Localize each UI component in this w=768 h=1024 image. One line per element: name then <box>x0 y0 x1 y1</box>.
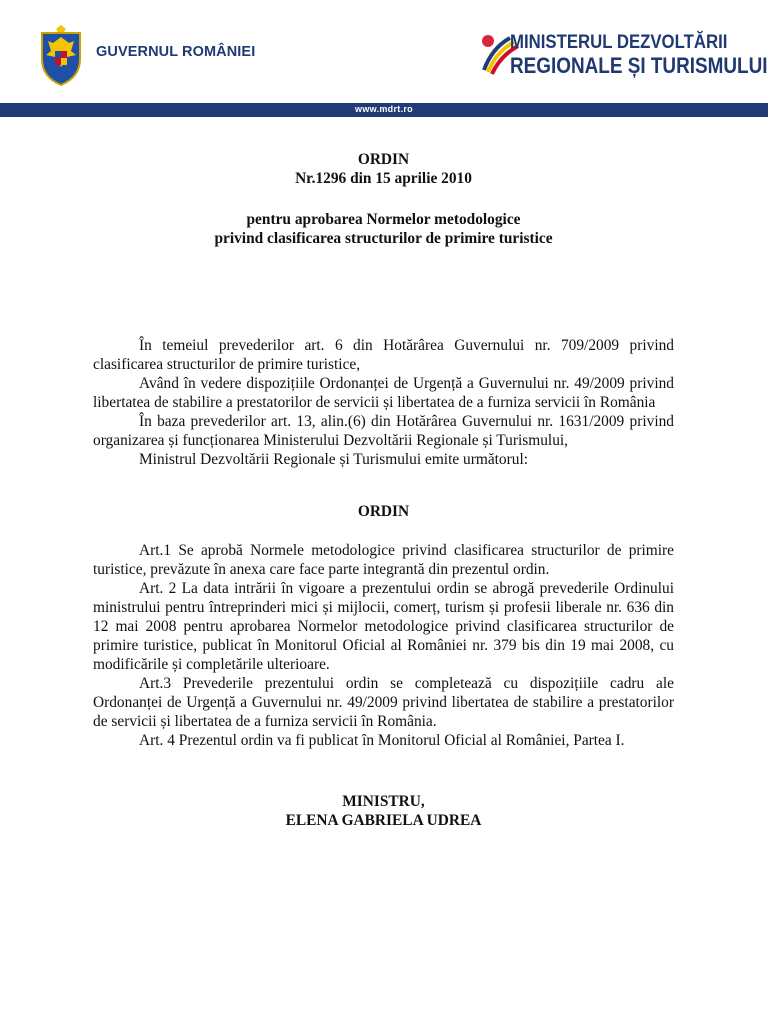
signature-block <box>93 792 674 830</box>
signature-title: MINISTRU, <box>342 793 425 810</box>
government-name: GUVERNUL ROMÂNIEI <box>96 44 256 60</box>
preamble <box>93 336 674 469</box>
signature-name: ELENA GABRIELA UDREA <box>285 812 482 829</box>
article-paragraph: Art. 4 Prezentul ordin va fi publicat în Monitorul Oficial al României, Partea I. <box>139 732 625 749</box>
romanian-coat-of-arms-icon <box>36 23 86 87</box>
ministry-name <box>510 31 768 77</box>
order-heading: ORDIN <box>357 503 410 520</box>
article-paragraph: Art.3 Prevederile prezentului ordin se completează cu dispozițiile cadru ale Ordonanței de Urgență a Guvernului nr. 49/2009 privind libertatea de stabilire a prestatorilor de servicii și libertatea de a furniza servicii în România. <box>93 675 674 730</box>
articles <box>93 541 674 750</box>
document-number: Nr.1296 din 15 aprilie 2010 <box>295 170 472 187</box>
ministry-name-line2: REGIONALE ȘI TURISMULUI <box>510 53 768 78</box>
document-body <box>93 150 674 830</box>
preamble-paragraph: În baza prevederilor art. 13, alin.(6) din Hotărârea Guvernului nr. 1631/2009 privind organizarea și funcționarea Ministerului Dezvoltării Regionale și Turismului, <box>93 413 674 449</box>
subject-line2: privind clasificarea structurilor de primire turistice <box>214 230 553 247</box>
website-url: www.mdrt.ro <box>355 104 413 114</box>
preamble-paragraph: Ministrul Dezvoltării Regionale și Turismului emite următorul: <box>139 451 529 468</box>
ministry-name-line1: MINISTERUL DEZVOLTĂRII <box>510 31 728 53</box>
document-subject <box>93 210 674 248</box>
article-paragraph: Art. 2 La data intrării în vigoare a prezentului ordin se abrogă prevederile Ordinului ministrului pentru întreprinderi mici și mijlocii, comerț, turism și profesii liberale nr. 636 din 12 mai 2008 pentru aprobarea Normelor metodologice privind clasificarea structurilor de primire turistice, publicat în Monitorul Oficial al României nr. 379 bis din 19 mai 2008, cu modificările și completările ulterioare. <box>93 580 674 673</box>
letterhead <box>0 0 768 118</box>
subject-line1: pentru aprobarea Normelor metodologice <box>246 211 521 228</box>
preamble-paragraph: În temeiul prevederilor art. 6 din Hotărârea Guvernului nr. 709/2009 privind clasificarea structurilor de primire turistice, <box>93 337 674 373</box>
article-paragraph: Art.1 Se aprobă Normele metodologice privind clasificarea structurilor de primire turistice, prevăzute în anexa care face parte integrantă din prezentul ordin. <box>93 542 674 578</box>
document-title: ORDIN <box>357 151 410 168</box>
preamble-paragraph: Având în vedere dispozițiile Ordonanței de Urgență a Guvernului nr. 49/2009 privind libertatea de stabilire a prestatorilor de servicii și libertatea de a furniza servicii în România <box>93 375 674 411</box>
